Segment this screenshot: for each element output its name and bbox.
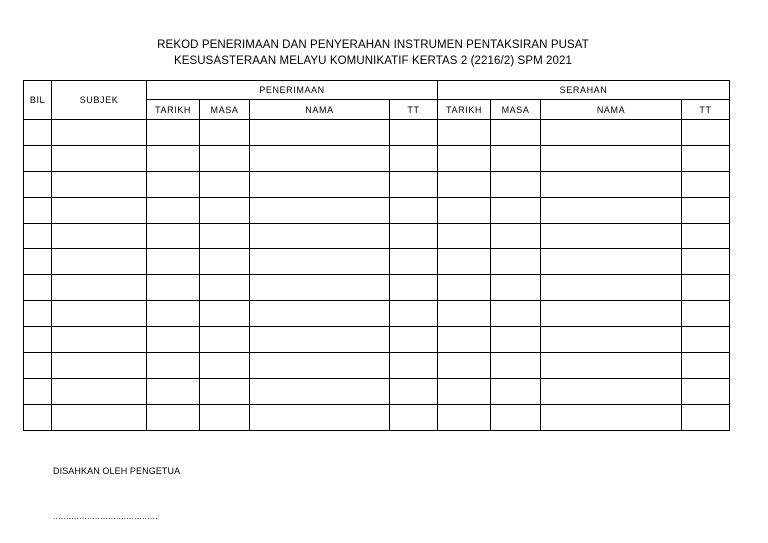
header-penerimaan-tarikh: TARIKH <box>147 100 200 120</box>
cell-serahan-masa <box>491 353 541 379</box>
cell-penerimaan-nama <box>250 171 390 197</box>
document-title-line-2: KESUSASTERAAN MELAYU KOMUNIKATIF KERTAS 2 (2216/2) SPM 2021 <box>173 55 573 67</box>
cell-penerimaan-tarikh <box>147 353 200 379</box>
cell-penerimaan-tarikh <box>147 197 200 223</box>
cell-penerimaan-nama <box>250 249 390 275</box>
cell-penerimaan-masa <box>200 171 250 197</box>
cell-serahan-tt <box>682 301 730 327</box>
cell-penerimaan-masa <box>200 301 250 327</box>
cell-subjek <box>52 197 147 223</box>
cell-subjek <box>52 275 147 301</box>
cell-serahan-masa <box>491 145 541 171</box>
cell-penerimaan-tt <box>390 120 438 146</box>
cell-serahan-tt <box>682 275 730 301</box>
cell-penerimaan-tt <box>390 378 438 404</box>
cell-serahan-tt <box>682 120 730 146</box>
table-row <box>24 404 730 430</box>
cell-serahan-tarikh <box>438 249 491 275</box>
cell-penerimaan-nama <box>250 145 390 171</box>
cell-penerimaan-masa <box>200 275 250 301</box>
cell-penerimaan-tt <box>390 353 438 379</box>
cell-penerimaan-nama <box>250 301 390 327</box>
cell-serahan-nama <box>541 275 682 301</box>
cell-subjek <box>52 171 147 197</box>
cell-bil <box>24 275 52 301</box>
cell-serahan-tt <box>682 378 730 404</box>
cell-penerimaan-tt <box>390 249 438 275</box>
header-penerimaan-masa: MASA <box>200 100 250 120</box>
table-row <box>24 145 730 171</box>
cell-serahan-tarikh <box>438 275 491 301</box>
cell-serahan-nama <box>541 327 682 353</box>
cell-bil <box>24 120 52 146</box>
cell-serahan-nama <box>541 404 682 430</box>
cell-penerimaan-tt <box>390 145 438 171</box>
cell-serahan-tarikh <box>438 404 491 430</box>
cell-serahan-tarikh <box>438 145 491 171</box>
header-serahan-masa: MASA <box>491 100 541 120</box>
header-penerimaan-tt: TT <box>390 100 438 120</box>
cell-serahan-tarikh <box>438 301 491 327</box>
cell-penerimaan-tarikh <box>147 275 200 301</box>
cell-penerimaan-tarikh <box>147 145 200 171</box>
cell-penerimaan-nama <box>250 275 390 301</box>
cell-serahan-tt <box>682 327 730 353</box>
cell-penerimaan-masa <box>200 223 250 249</box>
cell-bil <box>24 378 52 404</box>
header-serahan: SERAHAN <box>438 81 730 100</box>
cell-serahan-nama <box>541 120 682 146</box>
table-row <box>24 249 730 275</box>
cell-serahan-masa <box>491 327 541 353</box>
cell-subjek <box>52 327 147 353</box>
cell-penerimaan-tarikh <box>147 249 200 275</box>
cell-penerimaan-tt <box>390 197 438 223</box>
cell-serahan-nama <box>541 145 682 171</box>
cell-penerimaan-tarikh <box>147 120 200 146</box>
cell-serahan-masa <box>491 171 541 197</box>
cell-serahan-nama <box>541 249 682 275</box>
cell-penerimaan-tt <box>390 404 438 430</box>
cell-serahan-tarikh <box>438 223 491 249</box>
cell-penerimaan-masa <box>200 145 250 171</box>
cell-penerimaan-nama <box>250 197 390 223</box>
cell-serahan-nama <box>541 171 682 197</box>
cell-penerimaan-masa <box>200 404 250 430</box>
approval-label: DISAHKAN OLEH PENGETUA <box>53 466 181 476</box>
cell-penerimaan-tt <box>390 301 438 327</box>
cell-penerimaan-masa <box>200 120 250 146</box>
cell-serahan-tarikh <box>438 120 491 146</box>
cell-penerimaan-nama <box>250 378 390 404</box>
cell-penerimaan-nama <box>250 120 390 146</box>
header-penerimaan: PENERIMAAN <box>147 81 438 100</box>
header-serahan-nama: NAMA <box>541 100 682 120</box>
cell-serahan-tt <box>682 171 730 197</box>
cell-bil <box>24 223 52 249</box>
record-table <box>23 80 730 431</box>
header-subjek: SUBJEK <box>52 81 147 120</box>
table-row <box>24 327 730 353</box>
cell-bil <box>24 197 52 223</box>
header-penerimaan-nama: NAMA <box>250 100 390 120</box>
table-row <box>24 378 730 404</box>
cell-bil <box>24 301 52 327</box>
cell-penerimaan-tarikh <box>147 327 200 353</box>
cell-penerimaan-nama <box>250 404 390 430</box>
cell-subjek <box>52 353 147 379</box>
table-row <box>24 120 730 146</box>
cell-subjek <box>52 120 147 146</box>
cell-serahan-tarikh <box>438 171 491 197</box>
cell-serahan-tt <box>682 145 730 171</box>
cell-penerimaan-masa <box>200 378 250 404</box>
cell-serahan-nama <box>541 223 682 249</box>
cell-serahan-nama <box>541 301 682 327</box>
table-row <box>24 171 730 197</box>
cell-serahan-masa <box>491 197 541 223</box>
cell-subjek <box>52 404 147 430</box>
table-row <box>24 353 730 379</box>
cell-serahan-tt <box>682 223 730 249</box>
cell-penerimaan-tarikh <box>147 404 200 430</box>
signature-line: ........................................ <box>53 512 158 521</box>
cell-penerimaan-masa <box>200 197 250 223</box>
cell-penerimaan-tt <box>390 171 438 197</box>
cell-serahan-masa <box>491 301 541 327</box>
document-title-line-1: REKOD PENERIMAAN DAN PENYERAHAN INSTRUMEN PENTAKSIRAN PUSAT <box>157 39 589 51</box>
cell-bil <box>24 145 52 171</box>
cell-serahan-tarikh <box>438 353 491 379</box>
cell-penerimaan-tt <box>390 327 438 353</box>
cell-penerimaan-tarikh <box>147 171 200 197</box>
cell-penerimaan-masa <box>200 249 250 275</box>
cell-serahan-nama <box>541 353 682 379</box>
cell-serahan-tt <box>682 404 730 430</box>
cell-bil <box>24 327 52 353</box>
cell-serahan-tarikh <box>438 327 491 353</box>
cell-penerimaan-tt <box>390 275 438 301</box>
cell-serahan-masa <box>491 378 541 404</box>
cell-serahan-masa <box>491 404 541 430</box>
cell-serahan-nama <box>541 378 682 404</box>
cell-bil <box>24 353 52 379</box>
header-serahan-tarikh: TARIKH <box>438 100 491 120</box>
cell-penerimaan-tt <box>390 223 438 249</box>
cell-subjek <box>52 223 147 249</box>
cell-serahan-nama <box>541 197 682 223</box>
table-row <box>24 223 730 249</box>
cell-subjek <box>52 378 147 404</box>
cell-penerimaan-masa <box>200 353 250 379</box>
cell-serahan-tt <box>682 249 730 275</box>
cell-subjek <box>52 249 147 275</box>
cell-subjek <box>52 145 147 171</box>
table-row <box>24 197 730 223</box>
cell-subjek <box>52 301 147 327</box>
cell-penerimaan-tarikh <box>147 301 200 327</box>
record-table-body <box>24 120 730 431</box>
cell-bil <box>24 249 52 275</box>
header-bil: BIL <box>24 81 52 120</box>
cell-penerimaan-tarikh <box>147 223 200 249</box>
cell-serahan-tt <box>682 197 730 223</box>
header-serahan-tt: TT <box>682 100 730 120</box>
cell-penerimaan-nama <box>250 223 390 249</box>
cell-serahan-tarikh <box>438 378 491 404</box>
cell-serahan-masa <box>491 120 541 146</box>
cell-serahan-tt <box>682 353 730 379</box>
cell-bil <box>24 171 52 197</box>
cell-serahan-masa <box>491 223 541 249</box>
cell-serahan-tarikh <box>438 197 491 223</box>
cell-serahan-masa <box>491 275 541 301</box>
table-row <box>24 275 730 301</box>
cell-penerimaan-tarikh <box>147 378 200 404</box>
cell-penerimaan-nama <box>250 353 390 379</box>
cell-bil <box>24 404 52 430</box>
cell-penerimaan-masa <box>200 327 250 353</box>
cell-serahan-masa <box>491 249 541 275</box>
table-row <box>24 301 730 327</box>
cell-penerimaan-nama <box>250 327 390 353</box>
